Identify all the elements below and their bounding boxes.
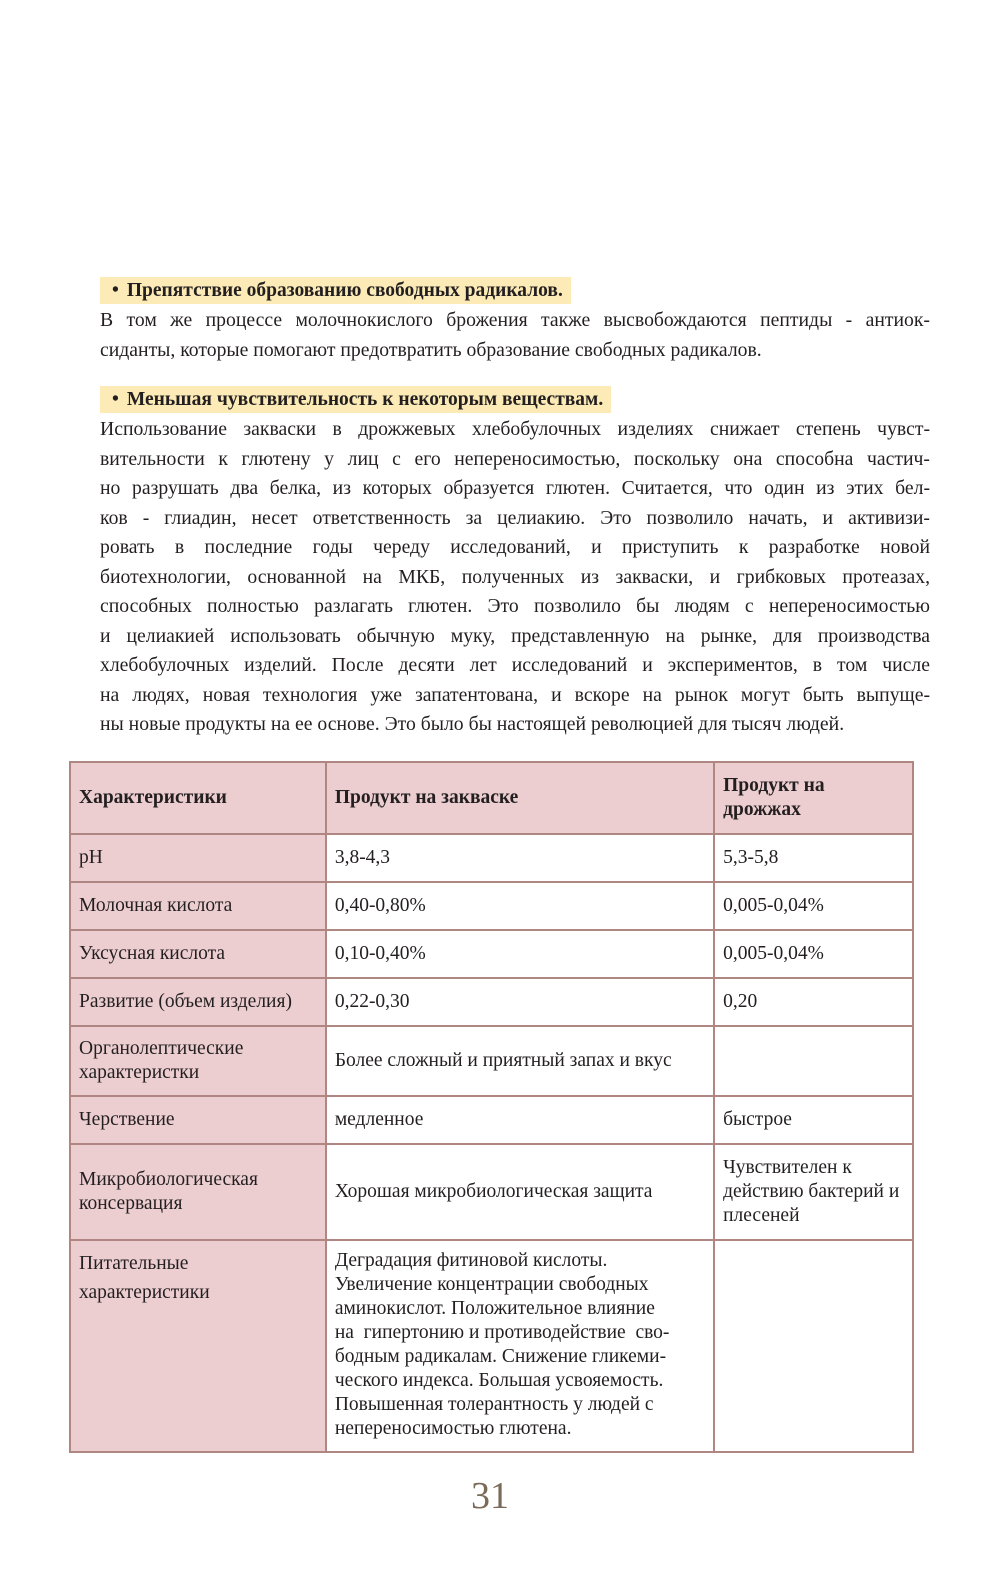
sourdough-value: 0,10-0,40% (326, 930, 714, 978)
yeast-value: 0,005-0,04% (714, 882, 913, 930)
row-label: Уксусная кислота (70, 930, 326, 978)
row-label: pH (70, 834, 326, 882)
yeast-value: быстрое (714, 1096, 913, 1144)
paragraph-line: биотехнологии, основанной на МКБ, полученных из закваски, и грибковых протеазах, (100, 565, 930, 588)
sourdough-value: 0,40-0,80% (326, 882, 714, 930)
table-row (70, 834, 913, 882)
section-heading: Меньшая чувствительность к некоторым веществам. (126, 389, 604, 410)
yeast-value: Чувствителен к действию бактерий и плесеней (714, 1144, 913, 1240)
sourdough-value: 0,22-0,30 (326, 978, 714, 1026)
paragraph-line: и целиакией использовать обычную муку, представленную на рынке, для производства (100, 624, 930, 647)
page-number: 31 (471, 1475, 509, 1517)
table-row (70, 978, 913, 1026)
row-label: Микробиологическая консервация (70, 1144, 326, 1240)
table-row (70, 1144, 913, 1240)
sourdough-value: Хорошая микробиологическая защита (326, 1144, 714, 1240)
header-yeast-product: Продукт на дрожжах (714, 762, 913, 834)
row-label: Черствение (70, 1096, 326, 1144)
nutrition-line: ческого индекса. Большая усвояемость. (334, 1370, 664, 1391)
comparison-table (69, 761, 914, 1453)
yeast-value (714, 1026, 913, 1096)
sourdough-value: Более сложный и приятный запах и вкус (326, 1026, 714, 1096)
section-paragraph (100, 415, 930, 740)
highlighted-bullet-heading (100, 277, 571, 304)
table-row (70, 1026, 913, 1096)
section-free-radicals (100, 277, 930, 365)
nutrition-line: Увеличение концентрации свободных (334, 1274, 649, 1295)
highlighted-bullet-heading (100, 386, 611, 413)
paragraph-line: но разрушать два белка, из которых образуется глютен. Считается, что один из этих бел- (100, 477, 930, 499)
paragraph-line: способных полностью разлагать глютен. Это позволило бы людям с непереносимостью (100, 595, 930, 617)
sourdough-value: медленное (326, 1096, 714, 1144)
table-row (70, 1240, 913, 1452)
bullet-icon: • (112, 280, 119, 301)
table-row (70, 882, 913, 930)
yeast-value: 0,20 (714, 978, 913, 1026)
section-sensitivity (100, 386, 930, 740)
nutrition-line: бодным радикалам. Снижение гликеми- (334, 1346, 667, 1367)
paragraph-line: вительности к глютену у лиц с его непереносимостью, поскольку она способна частич- (100, 447, 930, 470)
nutrition-line: непереносимостью глютена. (334, 1418, 572, 1439)
nutrition-line: Повышенная толерантность у людей с (334, 1394, 654, 1415)
nutrition-line: на гипертонию и противодействие сво- (334, 1322, 670, 1343)
paragraph-line: В том же процессе молочнокислого брожения также высвобождаются пептиды - антиок- (100, 309, 930, 331)
yeast-value (714, 1240, 913, 1452)
section-heading: Препятствие образованию свободных радикалов. (126, 280, 563, 301)
nutrition-line: Деградация фитиновой кислоты. (334, 1250, 608, 1271)
nutrition-line: аминокислот. Положительное влияние (334, 1298, 655, 1319)
table-row (70, 930, 913, 978)
row-label: Развитие (объем изделия) (70, 978, 326, 1026)
paragraph-line: ны новые продукты на ее основе. Это было бы настоящей революцией для тысяч людей. (100, 713, 845, 735)
paragraph-line: на людях, новая технология уже запатентована, и вскоре на рынок могут быть выпуще- (100, 683, 930, 706)
sourdough-value: 3,8-4,3 (326, 834, 714, 882)
yeast-value: 5,3-5,8 (714, 834, 913, 882)
paragraph-line: хлебобулочных изделий. После десяти лет исследований и экспериментов, в том числе (100, 654, 930, 676)
paragraph-line: ровать в последние годы череду исследований, и приступить к разработке новой (100, 536, 930, 558)
section-paragraph (100, 306, 930, 365)
row-label: Молочная кислота (70, 882, 326, 930)
row-label: Питательные характеристики (70, 1240, 326, 1452)
paragraph-line: ков - глиадин, несет ответственность за целиакию. Это позволило начать, и активизи- (100, 506, 930, 529)
yeast-value: 0,005-0,04% (714, 930, 913, 978)
bullet-icon: • (112, 389, 119, 410)
paragraph-line: Использование закваски в дрожжевых хлебобулочных изделиях снижает степень чувст- (100, 418, 930, 440)
table-row (70, 1096, 913, 1144)
header-characteristics: Характеристики (70, 762, 326, 834)
header-sourdough-product: Продукт на закваске (326, 762, 714, 834)
row-label: Органолептические характеристки (70, 1026, 326, 1096)
table-header-row (70, 762, 913, 834)
sourdough-value (326, 1240, 714, 1452)
paragraph-line: сиданты, которые помогают предотвратить образование свободных радикалов. (100, 338, 762, 361)
